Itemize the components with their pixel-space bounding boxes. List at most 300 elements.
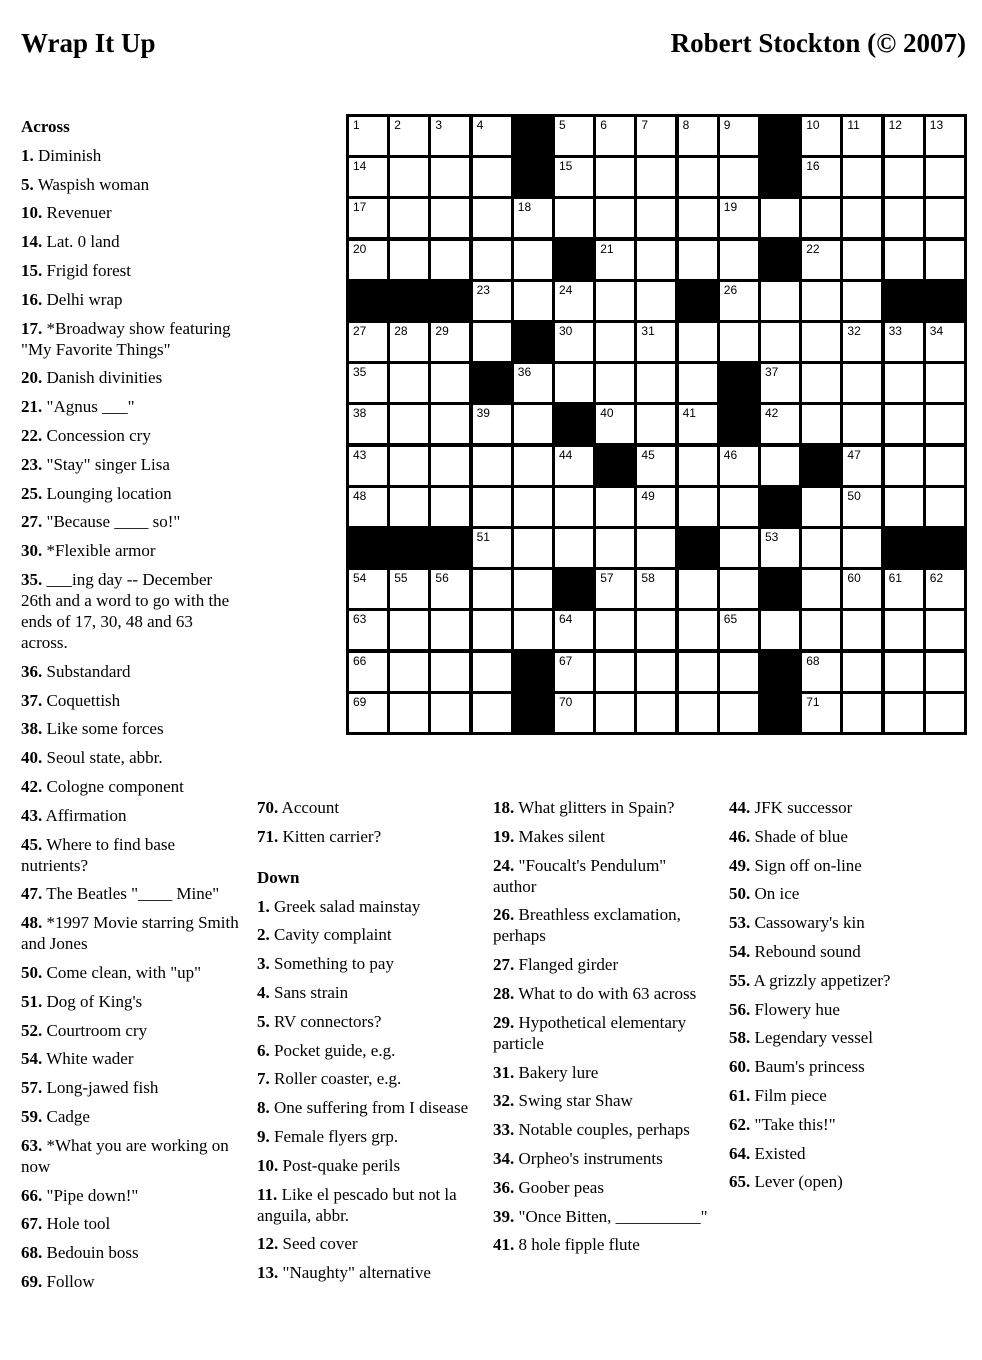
across-clue <box>21 834 239 876</box>
grid-cell[interactable] <box>390 611 428 649</box>
across-heading: Across <box>21 117 70 136</box>
grid-cell[interactable] <box>926 241 964 279</box>
clue-text: Sans strain <box>269 982 349 1002</box>
grid-cell[interactable] <box>596 488 634 526</box>
across-clue <box>21 454 239 475</box>
grid-cell[interactable] <box>596 364 634 402</box>
grid-cell[interactable] <box>802 611 840 649</box>
grid-cell[interactable] <box>679 570 717 608</box>
grid-cell[interactable] <box>843 117 881 155</box>
grid-cell[interactable] <box>802 488 840 526</box>
grid-cell[interactable] <box>514 199 552 237</box>
cell-number: 18 <box>517 200 532 215</box>
grid-cell[interactable] <box>885 611 923 649</box>
clue-number: 65. <box>729 1172 751 1192</box>
grid-cell[interactable] <box>926 323 964 361</box>
grid-cell[interactable] <box>473 405 511 443</box>
grid-cell[interactable] <box>679 611 717 649</box>
clue-text: Frigid forest <box>42 260 132 280</box>
down-clue <box>729 941 959 962</box>
grid-cell[interactable] <box>885 570 923 608</box>
grid-cell[interactable] <box>431 405 469 443</box>
grid-cell[interactable] <box>473 529 511 567</box>
cell-number: 36 <box>517 365 532 380</box>
grid-cell[interactable] <box>473 488 511 526</box>
grid-cell[interactable] <box>514 282 552 320</box>
grid-cell[interactable] <box>926 488 964 526</box>
grid-cell[interactable] <box>431 241 469 279</box>
cell-number: 33 <box>888 324 902 338</box>
clue-text: *Broadway show featuring "My Favorite Things" <box>21 318 231 359</box>
cell-number: 63 <box>353 612 367 627</box>
clue-number: 11. <box>257 1184 278 1204</box>
down-clue <box>729 1027 959 1048</box>
grid-cell[interactable] <box>843 694 881 732</box>
cell-number: 15 <box>559 159 573 174</box>
clue-number: 68. <box>21 1243 43 1263</box>
grid-cell[interactable] <box>761 611 799 649</box>
grid-cell[interactable] <box>555 488 593 526</box>
across-clue <box>21 483 239 504</box>
grid-cell[interactable] <box>679 488 717 526</box>
grid-cell[interactable] <box>843 199 881 237</box>
grid-cell[interactable] <box>885 323 923 361</box>
grid-cell[interactable] <box>431 570 469 608</box>
grid-cell[interactable] <box>885 488 923 526</box>
grid-cell[interactable] <box>390 158 428 196</box>
down-clue <box>493 1148 713 1169</box>
grid-cell[interactable] <box>555 323 593 361</box>
grid-cell[interactable] <box>720 199 758 237</box>
grid-cell[interactable] <box>720 282 758 320</box>
grid-cell[interactable] <box>885 653 923 691</box>
grid-cell[interactable] <box>431 488 469 526</box>
block-cell <box>761 653 799 691</box>
grid-cell[interactable] <box>720 653 758 691</box>
grid-cell[interactable] <box>679 653 717 691</box>
clue-number: 16. <box>21 289 43 309</box>
grid-cell[interactable] <box>555 199 593 237</box>
clue-text: *1997 Movie starring Smith and Jones <box>21 913 239 954</box>
clue-text: "Once Bitten, __________" <box>514 1206 708 1226</box>
grid-cell[interactable] <box>349 405 387 443</box>
cell-number: 31 <box>641 324 655 338</box>
across-clue <box>21 289 239 310</box>
grid-cell[interactable] <box>843 241 881 279</box>
grid-cell[interactable] <box>555 529 593 567</box>
grid-cell[interactable] <box>473 447 511 485</box>
clue-number: 36. <box>493 1177 515 1197</box>
grid-cell[interactable] <box>885 694 923 732</box>
grid-cell[interactable] <box>349 364 387 402</box>
clue-text: Courtroom cry <box>42 1020 148 1040</box>
across-clue <box>21 396 239 417</box>
grid-cell[interactable] <box>390 364 428 402</box>
clue-number: 7. <box>257 1069 270 1089</box>
cell-number: 61 <box>888 571 902 586</box>
grid-cell[interactable] <box>514 241 552 279</box>
grid-cell[interactable] <box>431 158 469 196</box>
cell-number: 11 <box>847 118 860 132</box>
grid-cell[interactable] <box>349 488 387 526</box>
grid-cell[interactable] <box>843 364 881 402</box>
grid-cell[interactable] <box>349 241 387 279</box>
grid-cell[interactable] <box>473 282 511 320</box>
grid-cell[interactable] <box>349 158 387 196</box>
grid-cell[interactable] <box>431 653 469 691</box>
grid-cell[interactable] <box>720 488 758 526</box>
clue-number: 15. <box>21 260 43 280</box>
grid-cell[interactable] <box>926 570 964 608</box>
grid-cell[interactable] <box>431 364 469 402</box>
grid-cell[interactable] <box>761 529 799 567</box>
grid-cell[interactable] <box>555 611 593 649</box>
grid-cell[interactable] <box>555 117 593 155</box>
grid-cell[interactable] <box>761 405 799 443</box>
grid-cell[interactable] <box>679 364 717 402</box>
down-clue <box>257 1068 472 1089</box>
down-clue <box>729 826 959 847</box>
grid-cell[interactable] <box>926 447 964 485</box>
grid-cell[interactable] <box>390 323 428 361</box>
grid-cell[interactable] <box>843 611 881 649</box>
grid-cell[interactable] <box>679 158 717 196</box>
grid-cell[interactable] <box>802 323 840 361</box>
grid-cell[interactable] <box>596 117 634 155</box>
grid-cell[interactable] <box>926 405 964 443</box>
grid-cell[interactable] <box>885 405 923 443</box>
grid-cell[interactable] <box>473 199 511 237</box>
grid-cell[interactable] <box>843 282 881 320</box>
clue-number: 37. <box>21 690 43 710</box>
across-clue <box>21 718 239 739</box>
down-clue <box>493 1119 713 1140</box>
clue-text: Hypothetical elementary particle <box>493 1012 687 1053</box>
grid-cell[interactable] <box>349 694 387 732</box>
grid-cell[interactable] <box>596 199 634 237</box>
clue-number: 22. <box>21 425 43 445</box>
clue-number: 41. <box>493 1235 515 1255</box>
grid-cell[interactable] <box>596 323 634 361</box>
clue-number: 33. <box>493 1120 515 1140</box>
clue-number: 32. <box>493 1091 515 1111</box>
clue-text: Orpheo's instruments <box>514 1148 663 1168</box>
grid-cell[interactable] <box>885 241 923 279</box>
grid-cell[interactable] <box>637 323 675 361</box>
grid-cell[interactable] <box>720 694 758 732</box>
puzzle-title: Wrap It Up <box>21 28 156 58</box>
clue-number: 14. <box>21 232 43 252</box>
grid-cell[interactable] <box>473 653 511 691</box>
grid-cell[interactable] <box>761 199 799 237</box>
clue-text: What to do with 63 across <box>514 983 697 1003</box>
grid-cell[interactable] <box>802 117 840 155</box>
grid-cell[interactable] <box>843 323 881 361</box>
grid-cell[interactable] <box>761 282 799 320</box>
grid-cell[interactable] <box>473 241 511 279</box>
grid-cell[interactable] <box>637 529 675 567</box>
grid-cell[interactable] <box>926 199 964 237</box>
grid-cell[interactable] <box>596 282 634 320</box>
grid-cell[interactable] <box>679 241 717 279</box>
across-clue <box>257 826 472 847</box>
grid-cell[interactable] <box>843 158 881 196</box>
block-cell <box>885 529 923 567</box>
grid-cell[interactable] <box>473 323 511 361</box>
grid-cell[interactable] <box>720 529 758 567</box>
grid-cell[interactable] <box>390 199 428 237</box>
down-clue <box>493 1177 713 1198</box>
grid-cell[interactable] <box>761 447 799 485</box>
clue-text: Seoul state, abbr. <box>42 748 163 768</box>
grid-cell[interactable] <box>926 117 964 155</box>
grid-cell[interactable] <box>596 405 634 443</box>
grid-cell[interactable] <box>349 570 387 608</box>
grid-cell[interactable] <box>637 117 675 155</box>
clue-number: 17. <box>21 318 43 338</box>
clue-number: 1. <box>21 145 34 165</box>
grid-cell[interactable] <box>349 447 387 485</box>
grid-cell[interactable] <box>843 447 881 485</box>
clue-number: 21. <box>21 397 43 417</box>
clue-text: Bakery lure <box>514 1062 599 1082</box>
grid-cell[interactable] <box>596 694 634 732</box>
clue-number: 36. <box>21 661 43 681</box>
grid-cell[interactable] <box>514 570 552 608</box>
grid-cell[interactable] <box>885 199 923 237</box>
grid-cell[interactable] <box>596 653 634 691</box>
grid-cell[interactable] <box>390 447 428 485</box>
grid-cell[interactable] <box>349 611 387 649</box>
down-clue <box>493 1234 713 1255</box>
grid-cell[interactable] <box>637 282 675 320</box>
across-clue <box>21 776 239 797</box>
grid-cell[interactable] <box>431 447 469 485</box>
clue-text: Pocket guide, e.g. <box>269 1040 396 1060</box>
grid-cell[interactable] <box>390 117 428 155</box>
grid-cell[interactable] <box>349 117 387 155</box>
grid-cell[interactable] <box>390 241 428 279</box>
clue-number: 54. <box>729 941 751 961</box>
down-clue <box>493 1090 713 1111</box>
grid-cell[interactable] <box>802 282 840 320</box>
grid-cell[interactable] <box>349 323 387 361</box>
grid-cell[interactable] <box>596 158 634 196</box>
grid-cell[interactable] <box>473 694 511 732</box>
block-cell <box>555 241 593 279</box>
clue-number: 3. <box>257 954 270 974</box>
clue-text: Cavity complaint <box>269 925 392 945</box>
grid-cell[interactable] <box>761 364 799 402</box>
grid-cell[interactable] <box>555 364 593 402</box>
grid-cell[interactable] <box>390 488 428 526</box>
grid-cell[interactable] <box>637 364 675 402</box>
grid-cell[interactable] <box>720 447 758 485</box>
clue-text: "Agnus ___" <box>42 397 135 417</box>
grid-cell[interactable] <box>349 199 387 237</box>
grid-cell[interactable] <box>802 694 840 732</box>
grid-cell[interactable] <box>514 364 552 402</box>
grid-cell[interactable] <box>843 488 881 526</box>
cell-number: 54 <box>353 571 367 586</box>
cell-number: 14 <box>353 159 367 174</box>
block-cell <box>514 694 552 732</box>
clue-text: Rebound sound <box>750 941 861 961</box>
grid-cell[interactable] <box>679 694 717 732</box>
grid-cell[interactable] <box>843 653 881 691</box>
grid-cell[interactable] <box>473 117 511 155</box>
grid-cell[interactable] <box>514 405 552 443</box>
grid-cell[interactable] <box>555 653 593 691</box>
grid-cell[interactable] <box>720 117 758 155</box>
clue-text: Existed <box>750 1143 806 1163</box>
grid-cell[interactable] <box>926 158 964 196</box>
grid-cell[interactable] <box>431 199 469 237</box>
grid-cell[interactable] <box>802 405 840 443</box>
clue-number: 46. <box>729 826 751 846</box>
grid-cell[interactable] <box>637 611 675 649</box>
grid-cell[interactable] <box>596 241 634 279</box>
grid-cell[interactable] <box>720 241 758 279</box>
grid-cell[interactable] <box>843 405 881 443</box>
grid-cell[interactable] <box>514 447 552 485</box>
grid-cell[interactable] <box>926 694 964 732</box>
across-clue <box>21 1271 239 1292</box>
cell-number: 6 <box>600 118 607 132</box>
grid-cell[interactable] <box>843 570 881 608</box>
clue-number: 43. <box>21 805 43 825</box>
grid-cell[interactable] <box>555 694 593 732</box>
grid-cell[interactable] <box>431 694 469 732</box>
clue-number: 50. <box>729 884 751 904</box>
grid-cell[interactable] <box>390 570 428 608</box>
grid-cell[interactable] <box>596 570 634 608</box>
grid-cell[interactable] <box>514 529 552 567</box>
grid-cell[interactable] <box>802 199 840 237</box>
clue-number: 18. <box>493 798 515 817</box>
down-clue <box>493 983 713 1004</box>
grid-cell[interactable] <box>720 323 758 361</box>
grid-cell[interactable] <box>473 158 511 196</box>
grid-cell[interactable] <box>555 282 593 320</box>
grid-cell[interactable] <box>720 611 758 649</box>
across-clue <box>21 425 239 446</box>
block-cell <box>555 570 593 608</box>
grid-cell[interactable] <box>802 158 840 196</box>
cell-number: 38 <box>353 406 367 421</box>
grid-cell[interactable] <box>596 611 634 649</box>
across-clue <box>21 962 239 983</box>
grid-cell[interactable] <box>802 570 840 608</box>
across-clue <box>21 511 239 532</box>
down-clue <box>257 1040 472 1061</box>
grid-cell[interactable] <box>555 158 593 196</box>
cell-number: 17 <box>353 200 367 215</box>
grid-cell[interactable] <box>555 447 593 485</box>
grid-cell[interactable] <box>390 653 428 691</box>
grid-cell[interactable] <box>802 241 840 279</box>
grid-cell[interactable] <box>720 158 758 196</box>
clue-number: 34. <box>493 1148 515 1168</box>
clue-text: Like some forces <box>42 719 164 739</box>
grid-cell[interactable] <box>926 364 964 402</box>
grid-cell[interactable] <box>885 447 923 485</box>
grid-cell[interactable] <box>802 529 840 567</box>
grid-cell[interactable] <box>637 405 675 443</box>
grid-cell[interactable] <box>637 199 675 237</box>
grid-cell[interactable] <box>514 488 552 526</box>
cell-number: 29 <box>435 324 449 338</box>
grid-cell[interactable] <box>885 117 923 155</box>
clue-number: 40. <box>21 748 43 768</box>
cell-number: 5 <box>559 118 566 132</box>
block-cell <box>926 282 964 320</box>
grid-cell[interactable] <box>349 653 387 691</box>
grid-cell[interactable] <box>802 653 840 691</box>
clue-text: *Flexible armor <box>42 541 156 561</box>
down-clue <box>493 855 713 897</box>
grid-cell[interactable] <box>431 323 469 361</box>
grid-cell[interactable] <box>514 611 552 649</box>
cell-number: 44 <box>559 447 573 462</box>
grid-cell[interactable] <box>637 653 675 691</box>
cell-number: 37 <box>765 365 779 380</box>
grid-cell[interactable] <box>637 570 675 608</box>
clue-number: 63. <box>21 1135 43 1155</box>
clue-number: 57. <box>21 1078 43 1098</box>
grid-cell[interactable] <box>390 405 428 443</box>
grid-cell[interactable] <box>431 611 469 649</box>
grid-cell[interactable] <box>885 364 923 402</box>
clue-text: Hole tool <box>42 1214 111 1234</box>
grid-cell[interactable] <box>679 405 717 443</box>
grid-cell[interactable] <box>637 694 675 732</box>
grid-cell[interactable] <box>926 653 964 691</box>
grid-cell[interactable] <box>761 323 799 361</box>
grid-cell[interactable] <box>637 241 675 279</box>
grid-cell[interactable] <box>679 199 717 237</box>
grid-cell[interactable] <box>679 117 717 155</box>
cell-number: 58 <box>641 571 655 586</box>
cell-number: 7 <box>641 118 649 132</box>
grid-cell[interactable] <box>720 570 758 608</box>
grid-cell[interactable] <box>473 611 511 649</box>
cell-number: 16 <box>806 159 820 174</box>
down-clue <box>257 1097 472 1118</box>
down-clue <box>729 1171 959 1192</box>
clue-text: Dog of King's <box>42 991 143 1011</box>
grid-cell[interactable] <box>596 529 634 567</box>
cell-number: 53 <box>765 530 779 544</box>
grid-cell[interactable] <box>637 158 675 196</box>
grid-cell[interactable] <box>473 570 511 608</box>
grid-cell[interactable] <box>843 529 881 567</box>
grid-cell[interactable] <box>390 694 428 732</box>
grid-cell[interactable] <box>885 158 923 196</box>
cell-number: 9 <box>723 118 731 132</box>
grid-cell[interactable] <box>926 611 964 649</box>
grid-cell[interactable] <box>431 117 469 155</box>
cell-number: 21 <box>600 241 614 256</box>
block-cell <box>349 282 387 320</box>
clue-number: 27. <box>21 512 43 532</box>
grid-cell[interactable] <box>679 323 717 361</box>
grid-cell[interactable] <box>802 364 840 402</box>
grid-cell[interactable] <box>637 488 675 526</box>
grid-cell[interactable] <box>679 447 717 485</box>
grid-cell[interactable] <box>637 447 675 485</box>
down-clue <box>493 954 713 975</box>
